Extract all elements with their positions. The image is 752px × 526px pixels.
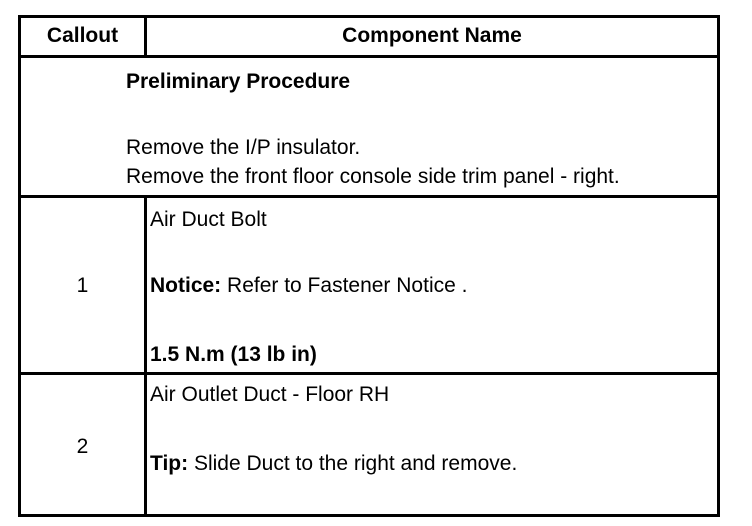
torque-spec: 1.5 N.m (13 lb in) (150, 343, 317, 366)
preliminary-step: Remove the front floor console side trim panel - right. (126, 165, 620, 188)
component-name: Air Outlet Duct - Floor RH (150, 383, 390, 406)
tip-label: Tip: (150, 452, 189, 475)
header-row-divider (21, 55, 717, 58)
body-column-divider (144, 196, 147, 514)
tip-text: Slide Duct to the right and remove. (188, 452, 518, 475)
tip-line (150, 452, 517, 476)
row-divider (21, 372, 717, 375)
notice-line (150, 274, 467, 298)
preliminary-heading: Preliminary Procedure (126, 70, 351, 93)
notice-text: Refer to Fastener Notice . (221, 274, 468, 297)
header-column-divider (144, 18, 147, 56)
procedure-table (18, 15, 720, 517)
preliminary-row-divider (21, 195, 717, 198)
row-callout-number: 1 (76, 274, 89, 297)
header-component-name: Component Name (342, 24, 522, 47)
header-callout: Callout (46, 24, 119, 47)
notice-label: Notice: (150, 274, 222, 297)
component-name: Air Duct Bolt (150, 208, 267, 231)
row-callout-number: 2 (76, 435, 89, 458)
preliminary-step: Remove the I/P insulator. (126, 136, 361, 159)
